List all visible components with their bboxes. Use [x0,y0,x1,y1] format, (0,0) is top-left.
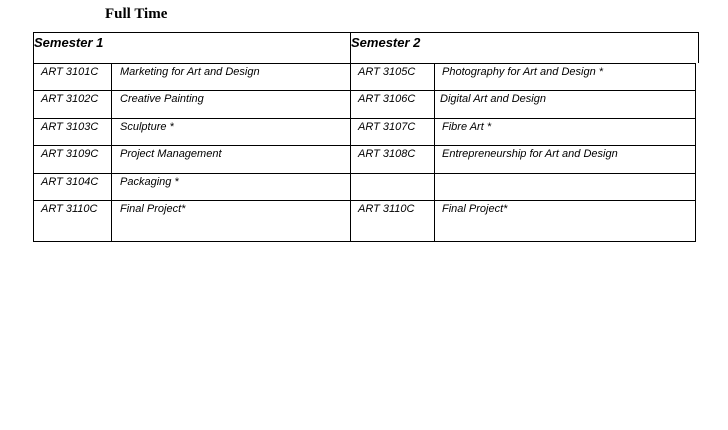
course-title: Photography for Art and Design * [442,66,604,78]
row-divider [33,63,696,64]
course-code: ART 3109C [41,148,99,160]
course-title: Packaging * [120,176,179,188]
course-title: Final Project* [442,203,508,215]
row-divider [33,173,696,174]
course-code: ART 3102C [41,93,99,105]
semester-2-header: Semester 2 [351,35,421,50]
column-divider [111,63,112,242]
row-divider [33,90,696,91]
page-title: Full Time [105,6,168,22]
course-code: ART 3108C [358,148,416,160]
course-code: ART 3110C [358,203,415,215]
course-code: ART 3107C [358,121,416,133]
course-title: Sculpture * [120,121,174,133]
course-title: Entrepreneurship for Art and Design [442,148,618,160]
course-code: ART 3110C [41,203,98,215]
table-border [698,32,699,63]
row-divider [33,118,696,119]
course-title: Fibre Art * [442,121,492,133]
column-divider [434,63,435,242]
course-title: Project Management [120,148,222,160]
course-title: Marketing for Art and Design [120,66,260,78]
course-title: Creative Painting [120,93,204,105]
row-divider [33,145,696,146]
course-code: ART 3105C [358,66,416,78]
table-border [33,32,699,33]
course-title: Final Project* [120,203,186,215]
course-code: ART 3103C [41,121,99,133]
course-code: ART 3104C [41,176,99,188]
table-border [33,241,696,242]
course-title: Digital Art and Design [440,93,546,105]
course-code: ART 3101C [41,66,99,78]
course-code: ART 3106C [358,93,416,105]
row-divider [33,200,696,201]
semester-1-header: Semester 1 [34,35,104,50]
